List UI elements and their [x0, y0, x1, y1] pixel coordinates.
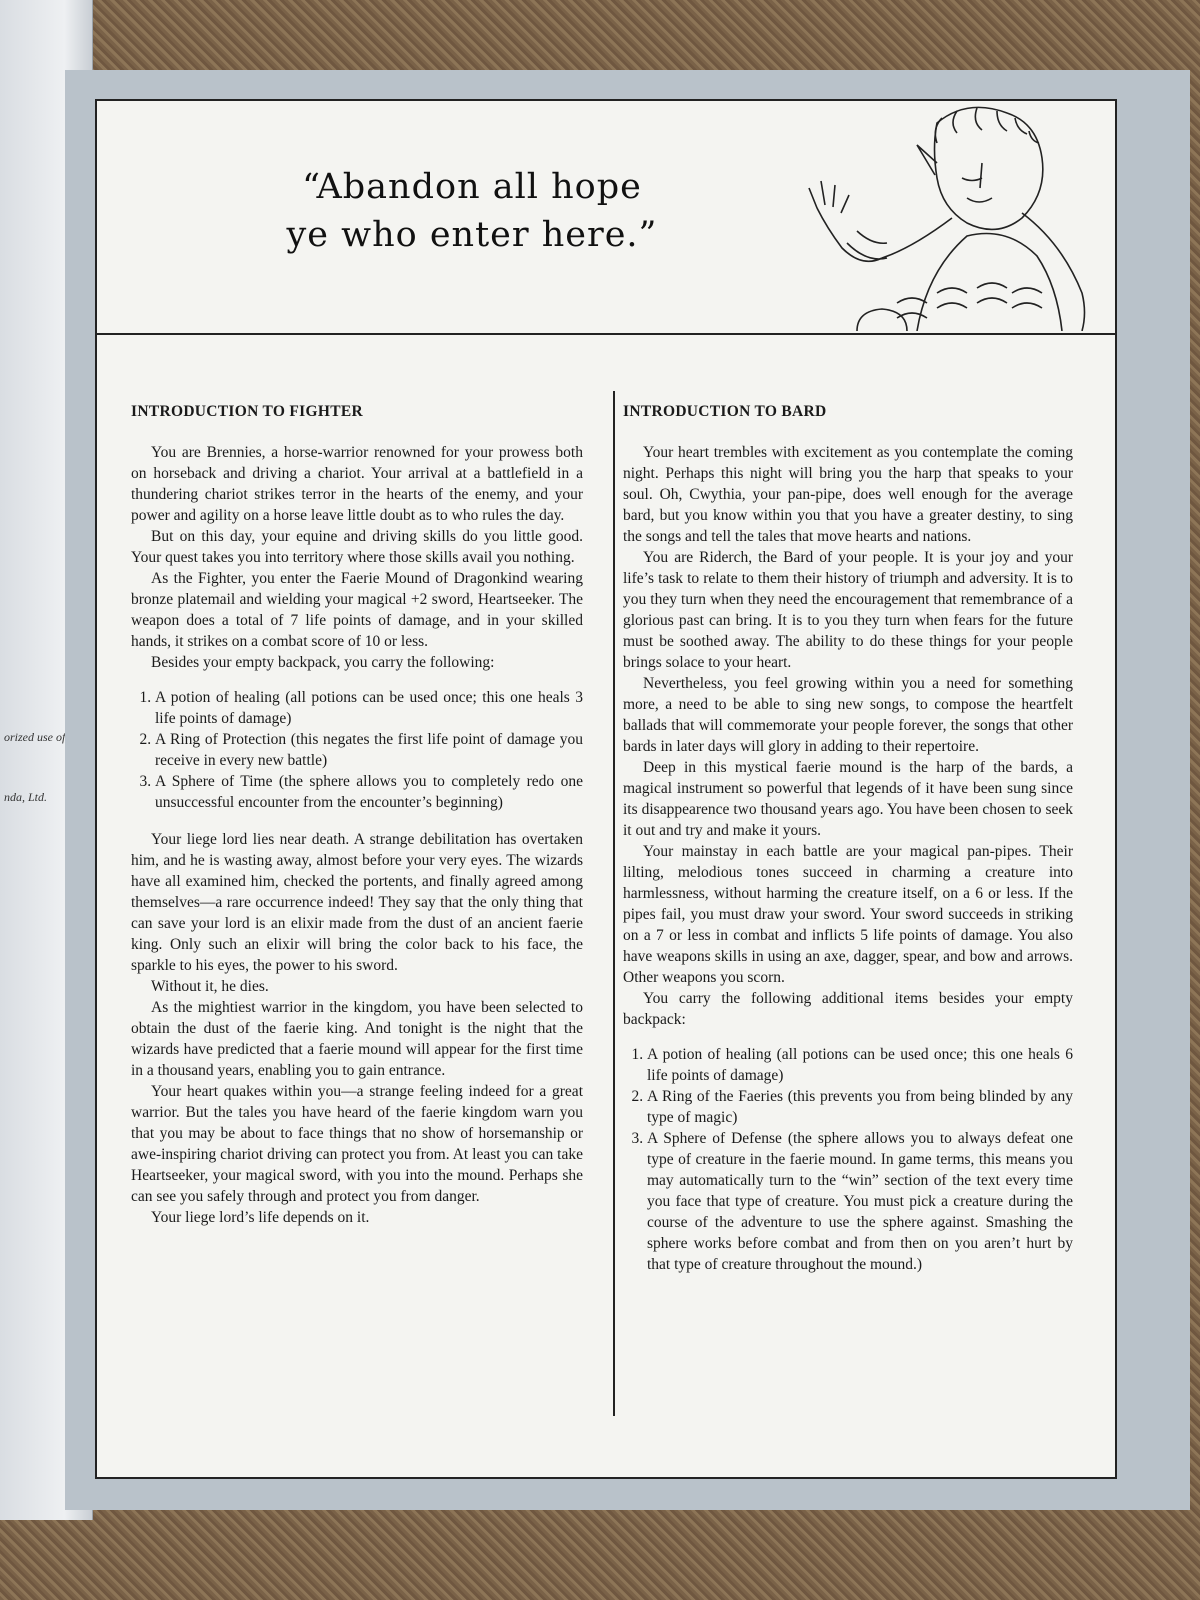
paragraph: Deep in this mystical faerie mound is the harp of the bards, a magical instrument so powerful that legends of it have been sung since its disappearence two thousand years ago. You have been chosen to seek it out and try and make it yours. — [623, 759, 1073, 839]
facing-page-text: orized use of — [4, 730, 66, 744]
paragraph: As the mightiest warrior in the kingdom, you have been selected to obtain the dust of the faerie king. And tonight is the night that the wizards have predicted that a faerie mound will appear for the first time in a thousand years, enabling you to gain entrance. — [131, 999, 583, 1079]
bard-item-list — [623, 1044, 1073, 1275]
quote-line-1: “Abandon all hope — [302, 167, 642, 207]
quote-line-2: ye who enter here.” — [286, 215, 658, 255]
paragraph: Besides your empty backpack, you carry the following: — [151, 654, 495, 671]
paragraph: But on this day, your equine and driving skills do you little good. Your quest takes you into territory where those skills avail you nothing. — [131, 528, 583, 566]
paragraph: Nevertheless, you feel growing within you a need for something more, a need to be able to sing new songs, to compose the heartfelt ballads that will commemorate your people forever, the songs that other bards in later days will glory in adding to their repertoire. — [623, 675, 1073, 755]
paragraph: Your liege lord lies near death. A strange debilitation has overtaken him, and he is wasting away, almost before your very eyes. The wizards have all examined him, checked the portents, and finally agreed among themselves—a rare occurrence indeed! They say that the only thing that can save your lord is an elixir made from the dust of an ancient faerie king. Only such an elixir will bring the color back to his face, the sparkle to his eyes, the power to his sword. — [131, 831, 583, 974]
elf-illustration — [787, 103, 1107, 331]
paragraph: Without it, he dies. — [151, 978, 269, 995]
paragraph: You are Riderch, the Bard of your people. It is your joy and your life’s task to relate to them their history of triumph and adversity. It is to you they turn when they need the encouragement that remembrance of a glorious past can bring. It is to you they turn when fears for the future must be soothed away. The ability to do these things for your people brings solace to your heart. — [623, 549, 1073, 671]
list-item: 2. A Ring of the Faeries (this prevents you from being blinded by any type of magic) — [647, 1086, 1073, 1128]
column-divider — [613, 391, 615, 1416]
fighter-heading: INTRODUCTION TO FIGHTER — [131, 403, 363, 420]
paragraph: Your mainstay in each battle are your magical pan-pipes. Their lilting, melodious tones succeed in charming a creature into harmlessness, without harming the creature itself, on a 6 or less. If the pipes fail, you must draw your sword. Your sword succeeds in striking on a 7 or less in combat and inflicts 5 life points of damage. You also have weapons skills in using an axe, dagger, spear, and bow and arrows. Other weapons you scorn. — [623, 843, 1073, 986]
quote-title — [237, 163, 707, 259]
paragraph: You are Brennies, a horse-warrior renowned for your prowess both on horseback and driving a chariot. Your arrival at a battlefield in a thundering chariot strikes terror in the hearts of the enemy, and your power and agility on a horse leave little doubt as to who rules the day. — [131, 444, 583, 524]
paragraph: Your liege lord’s life depends on it. — [151, 1209, 370, 1226]
facing-page-text: nda, Ltd. — [4, 790, 48, 804]
text-frame — [95, 99, 1117, 1479]
fighter-item-list — [131, 687, 583, 813]
paragraph: Your heart quakes within you—a strange feeling indeed for a great warrior. But the tales you have heard of the faerie kingdom warn you that you may be about to face things that no show of horsemanship or awe-inspiring chariot driving can protect you from. At least you can take Heartseeker, your magical sword, with you into the mound. Perhaps she can see you safely through and protect you from danger. — [131, 1083, 583, 1205]
fighter-column — [131, 401, 583, 1228]
list-item: 1. A potion of healing (all potions can be used once; this one heals 3 life points of damage) — [155, 687, 583, 729]
paragraph: You carry the following additional items besides your empty backpack: — [623, 990, 1073, 1028]
bard-heading: INTRODUCTION TO BARD — [623, 403, 827, 420]
list-item: 3. A Sphere of Time (the sphere allows you to completely redo one unsuccessful encounter from the encounter’s beginning) — [155, 771, 583, 813]
header-panel — [97, 101, 1115, 335]
paragraph: As the Fighter, you enter the Faerie Mound of Dragonkind wearing bronze platemail and wielding your magical +2 sword, Heartseeker. The weapon does a total of 7 life points of damage, and in your skilled hands, it strikes on a combat score of 10 or less. — [131, 570, 583, 650]
list-item: 1. A potion of healing (all potions can be used once; this one heals 6 life points of damage) — [647, 1044, 1073, 1086]
list-item: 3. A Sphere of Defense (the sphere allows you to always defeat one type of creature in the faerie mound. In game terms, this means you may automatically turn to the “win” section of the text every time you face that type of creature. You must pick a creature during the course of the adventure to use the sphere against. Smashing the sphere works before combat and from then on you aren’t hurt by that type of creature throughout the mound.) — [647, 1128, 1073, 1275]
list-item: 2. A Ring of Protection (this negates the first life point of damage you receive in every new battle) — [155, 729, 583, 771]
paragraph: Your heart trembles with excitement as you contemplate the coming night. Perhaps this night will bring you the harp that speaks to your soul. Oh, Cwythia, your pan-pipe, does well enough for the average bard, but you know within you that you have a greater destiny, to sing the songs and tell the tales that move hearts and nations. — [623, 444, 1073, 545]
bard-column — [623, 401, 1073, 1291]
